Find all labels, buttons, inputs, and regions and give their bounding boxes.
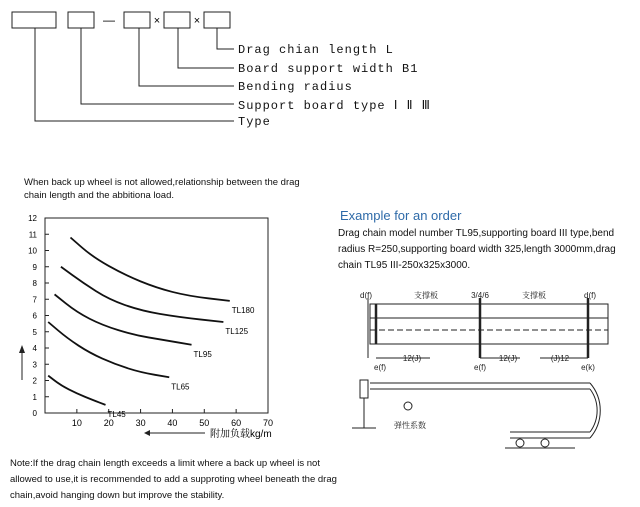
y-tick-label: 3 [32,360,37,370]
label-d-right: d(f) [584,291,596,300]
separator-times-2: × [193,15,201,27]
ordering-code-diagram [0,0,640,140]
series-line-tl180 [70,238,229,301]
x-tick-label: 30 [135,418,146,428]
series-label-tl125: TL125 [225,327,249,336]
x-tick-label: 60 [231,418,242,428]
label-dim-left: 12(J) [402,354,422,363]
chart-x-axis-label: 附加负载kg/m [210,429,272,440]
example-title: Example for an order [340,208,462,223]
note-text: Note:If the drag chain length exceeds a limit where a back up wheel is not allowed to use,it is recommended to add a supproting wheel beneath the drag chain,avoid hanging down but improve the stability. [10,458,337,501]
support-diagram [340,288,640,463]
x-tick-label: 10 [71,418,82,428]
top-view-frame [370,304,608,344]
label-spring: 弹性系数 [394,421,426,430]
y-tick-label: 1 [32,392,37,402]
y-tick-label: 8 [32,279,37,288]
series-label-tl65: TL65 [171,382,190,392]
code-box-bend-radius [124,12,150,28]
y-tick-label: 6 [32,311,37,321]
code-box-width [164,12,190,28]
label-e-mid: e(f) [474,363,486,372]
label-support-left: 支撑板 [414,291,438,300]
load-chart [0,205,300,445]
y-tick-label: 11 [28,230,37,240]
y-tick-label: 2 [32,376,37,386]
chart-y-ticks [28,214,49,418]
y-tick-label: 5 [32,327,37,337]
x-axis-arrow-head [144,430,150,436]
series-line-tl95 [55,294,192,344]
label-d-left: d(f) [360,291,372,300]
series-label-tl45: TL45 [107,409,126,419]
y-tick-label: 0 [32,409,37,418]
y-axis-arrow-head [19,345,25,353]
series-label-tl180: TL180 [231,305,255,315]
code-box-type [12,12,56,28]
legend-type: Type [238,115,271,129]
legend-support-board-type: Support board type Ⅰ Ⅱ Ⅲ [238,99,431,113]
y-tick-label: 7 [32,295,37,305]
label-e-right: e(k) [581,363,595,372]
y-tick-label: 9 [32,262,37,272]
label-dim-mid: 12(J) [498,354,518,363]
series-line-tl125 [61,267,223,322]
y-tick-label: 4 [32,344,37,353]
chart-x-ticks [72,409,273,428]
separator-dash: — [103,13,115,27]
x-tick-label: 40 [167,418,178,428]
label-e-left: e(f) [374,363,386,372]
chart-series [48,238,255,419]
y-tick-label: 12 [28,214,37,223]
chart-plot-frame [45,218,268,413]
legend-board-support-width: Board support width B1 [238,62,419,76]
separator-times-1: × [153,15,161,27]
code-box-length [204,12,230,28]
code-box-board-type [68,12,94,28]
legend-drag-chain-length: Drag chian length L [238,43,394,57]
chart-caption: When back up wheel is not allowed,relationship between the drag chain length and the abbitiona load. [24,177,300,201]
example-body: Drag chain model number TL95,supporting board III type,bend radius R=250,supporting board width 325,length 3000mm,drag chain TL95 III-250x325x3000. [338,228,616,271]
x-tick-label: 70 [262,418,274,428]
y-tick-label: 10 [28,246,37,256]
series-label-tl95: TL95 [193,349,212,359]
x-tick-label: 20 [103,418,114,428]
label-middle: 3/4/6 [471,291,489,300]
legend-bending-radius: Bending radius [238,80,353,94]
series-line-tl45 [48,376,105,405]
series-line-tl65 [48,322,169,377]
label-support-right: 支撑板 [522,291,546,300]
x-tick-label: 50 [199,418,210,428]
label-dim-right: (J)12 [550,354,570,363]
